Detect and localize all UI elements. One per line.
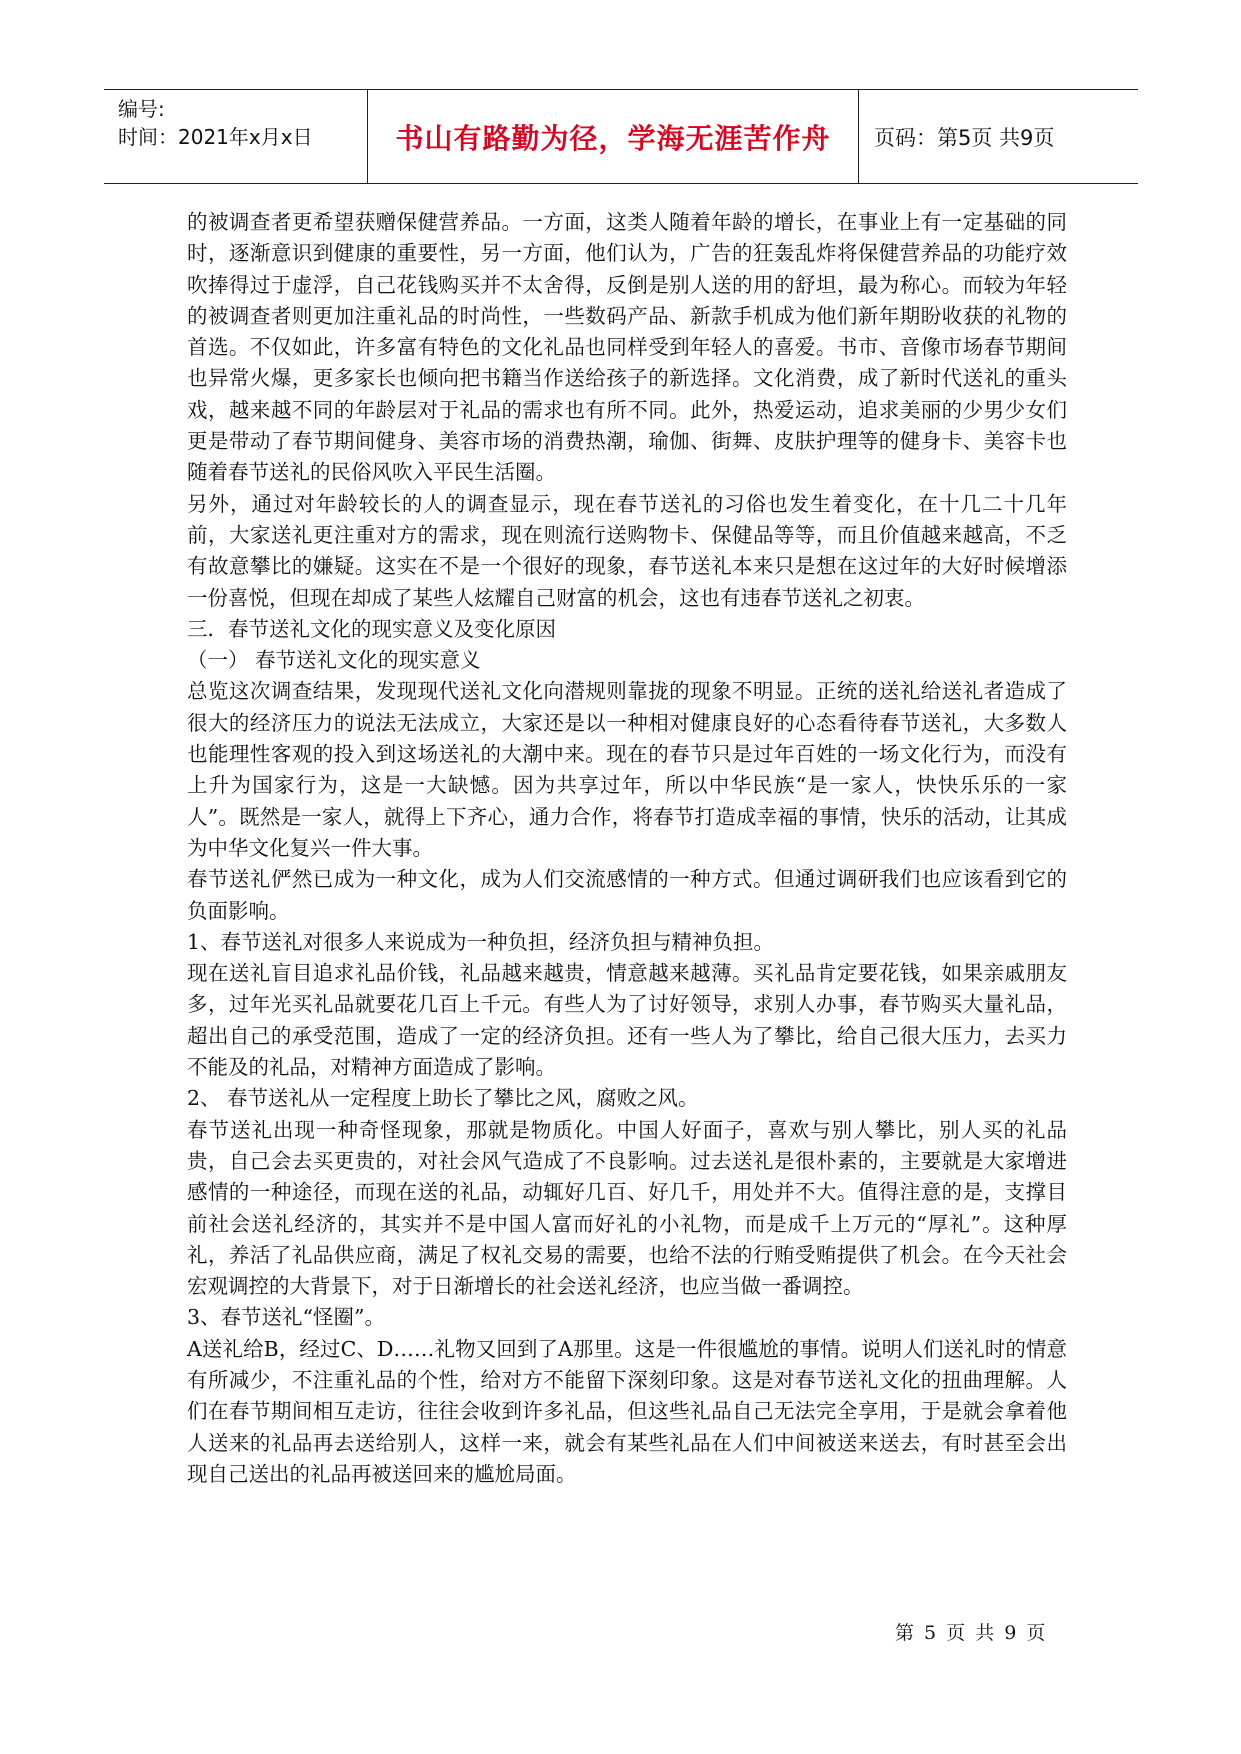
header-page-code: 页码：第5页 共9页 xyxy=(874,125,1055,150)
subsection-heading: （一） 春节送礼文化的现实意义 xyxy=(187,648,481,673)
paragraph: 现在送礼盲目追求礼品价钱，礼品越来越贵，情意越来越薄。买礼品肯定要花钱，如果亲戚朋友多，过年光买礼品就要花几百上千元。有些人为了讨好领导，求别人办事，春节购买大量礼品，超出自己的承受范围，造成了一定的经济负担。还有一些人为了攀比，给自己很大压力，去买力不能及的礼品，对精神方面造成了影响。 xyxy=(187,961,1067,1080)
list-item-heading: 1、春节送礼对很多人来说成为一种负担，经济负担与精神负担。 xyxy=(187,929,775,954)
document-number-label: 编号: xyxy=(118,97,165,121)
page-header xyxy=(104,89,1138,184)
paragraph: 春节送礼俨然已成为一种文化，成为人们交流感情的一种方式。但通过调研我们也应该看到它的负面影响。 xyxy=(187,867,1067,923)
header-page-cell xyxy=(860,90,1138,183)
document-body xyxy=(187,207,1067,1490)
paragraph: 总览这次调查结果，发现现代送礼文化向潜规则靠拢的现象不明显。正统的送礼给送礼者造成了很大的经济压力的说法无法成立，大家还是以一种相对健康良好的心态看待春节送礼，大多数人也能理性客观的投入到这场送礼的大潮中来。现在的春节只是过年百姓的一场文化行为，而没有上升为国家行为，这是一大缺憾。因为共享过年，所以中华民族“是一家人，快快乐乐的一家人”。既然是一家人，就得上下齐心，通力合作，将春节打造成幸福的事情，快乐的活动，让其成为中华文化复兴一件大事。 xyxy=(187,679,1067,860)
paragraph: A送礼给B，经过C、D……礼物又回到了A那里。这是一件很尴尬的事情。说明人们送礼时的情意有所减少，不注重礼品的个性，给对方不能留下深刻印象。这是对春节送礼文化的扭曲理解。人们在春节期间相互走访，往往会收到许多礼品，但这些礼品自己无法完全享用，于是就会拿着他人送来的礼品再去送给别人，这样一来，就会有某些礼品在人们中间被送来送去，有时甚至会出现自己送出的礼品再被送回来的尴尬局面。 xyxy=(187,1336,1067,1486)
paragraph: 另外，通过对年龄较长的人的调查显示，现在春节送礼的习俗也发生着变化，在十几二十几年前，大家送礼更注重对方的需求，现在则流行送购物卡、保健品等等，而且价值越来越高，不乏有故意攀比的嫌疑。这实在不是一个很好的现象，春节送礼本来只是想在这过年的大好时候增添一份喜悦，但现在却成了某些人炫耀自己财富的机会，这也有违春节送礼之初衷。 xyxy=(187,491,1067,610)
paragraph: 春节送礼出现一种奇怪现象，那就是物质化。中国人好面子，喜欢与别人攀比，别人买的礼品贵，自己会去买更贵的，对社会风气造成了不良影响。过去送礼是很朴素的，主要就是大家增进感情的一种途径，而现在送的礼品，动辄好几百、好几千，用处并不大。值得注意的是，支撑目前社会送礼经济的，其实并不是中国人富而好礼的小礼物，而是成千上万元的“厚礼”。这种厚礼，养活了礼品供应商，满足了权礼交易的需要，也给不法的行贿受贿提供了机会。在今天社会宏观调控的大背景下，对于日渐增长的社会送礼经济，也应当做一番调控。 xyxy=(187,1117,1067,1299)
list-item-heading: 3、春节送礼“怪圈”。 xyxy=(187,1305,386,1330)
section-heading: 三．春节送礼文化的现实意义及变化原因 xyxy=(187,616,556,641)
list-item-heading: 2、 春节送礼从一定程度上助长了攀比之风，腐败之风。 xyxy=(187,1086,699,1111)
header-motto-cell xyxy=(368,90,859,183)
page-footer-number: 第 5 页 共 9 页 xyxy=(895,1622,1048,1644)
header-motto: 书山有路勤为径，学海无涯苦作舟 xyxy=(395,121,831,155)
document-time-label: 时间：2021年x月x日 xyxy=(118,125,313,149)
paragraph: 的被调查者更希望获赠保健营养品。一方面，这类人随着年龄的增长，在事业上有一定基础的同时，逐渐意识到健康的重要性，另一方面，他们认为，广告的狂轰乱炸将保健营养品的功能疗效吹捧得过于虚浮，自己花钱购买并不太舍得，反倒是别人送的用的舒坦，最为称心。而较为年轻的被调查者则更加注重礼品的时尚性，一些数码产品、新款手机成为他们新年期盼收获的礼物的首选。不仅如此，许多富有特色的文化礼品也同样受到年轻人的喜爱。书市、音像市场春节期间也异常火爆，更多家长也倾向把书籍当作送给孩子的新选择。文化消费，成了新时代送礼的重头戏，越来越不同的年龄层对于礼品的需求也有所不同。此外，热爱运动，追求美丽的少男少女们更是带动了春节期间健身、美容市场的消费热潮，瑜伽、街舞、皮肤护理等的健身卡、美容卡也随着春节送礼的民俗风吹入平民生活圈。 xyxy=(187,210,1067,485)
header-info-cell xyxy=(104,90,368,183)
